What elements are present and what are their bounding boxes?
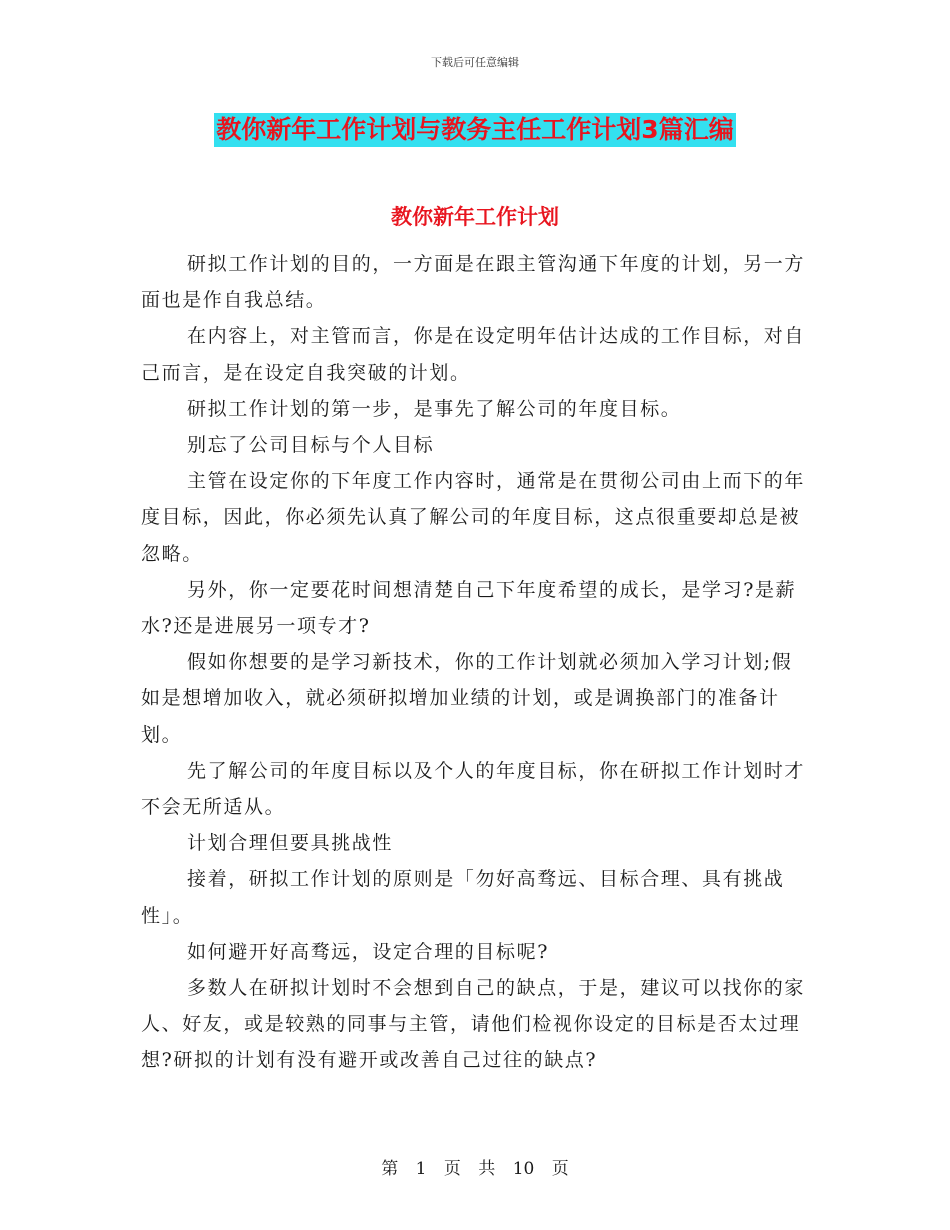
footer-prefix: 第: [381, 1159, 399, 1179]
paragraph: 先了解公司的年度目标以及个人的年度目标，你在研拟工作计划时才不会无所适从。: [141, 759, 806, 819]
paragraph: 在内容上，对主管而言，你是在设定明年估计达成的工作目标，对自己而言，是在设定自我突破的计划。: [141, 325, 806, 384]
total-pages: 10: [512, 1159, 535, 1179]
paragraph: 研拟工作计划的第一步，是事先了解公司的年度目标。: [187, 397, 682, 420]
header-note: 下载后可任意编辑: [431, 56, 519, 69]
paragraph: 研拟工作计划的目的，一方面是在跟主管沟通下年度的计划，另一方面也是作自我总结。: [141, 253, 806, 312]
paragraph: 如何避开好高骛远，设定合理的目标呢?: [187, 940, 549, 963]
subheading: 别忘了公司目标与个人目标: [187, 434, 435, 457]
paragraph: 接着，研拟工作计划的原则是「勿好高骛远、目标合理、具有挑战性」。: [141, 868, 785, 927]
document-body: [141, 246, 809, 1079]
footer-total-label: 共: [478, 1159, 496, 1179]
section-title: 教你新年工作计划: [391, 205, 559, 229]
footer-page-label: 页: [443, 1159, 461, 1179]
subheading: 计划合理但要具挑战性: [187, 832, 394, 855]
paragraph: 多数人在研拟计划时不会想到自己的缺点，于是，建议可以找你的家人、好友，或是较熟的同事与主管，请他们检视你设定的目标是否太过理想?研拟的计划有没有避开或改善自己过往的缺点?: [141, 977, 806, 1072]
paragraph: 主管在设定你的下年度工作内容时，通常是在贯彻公司由上而下的年度目标，因此，你必须先认真了解公司的年度目标，这点很重要却总是被忽略。: [141, 470, 806, 565]
main-title-container: [0, 113, 950, 147]
paragraph: 另外，你一定要花时间想清楚自己下年度希望的成长，是学习?是薪水?还是进展另一项专才?: [141, 578, 797, 638]
page-number: 1: [415, 1159, 427, 1179]
document-title: 教你新年工作计划与教务主任工作计划3篇汇编: [214, 113, 735, 147]
page-footer: [0, 1154, 950, 1179]
paragraph: 假如你想要的是学习新技术，你的工作计划就必须加入学习计划;假如是想增加收入，就必须研拟增加业绩的计划，或是调换部门的准备计划。: [141, 651, 793, 746]
footer-suffix: 页: [551, 1159, 569, 1179]
